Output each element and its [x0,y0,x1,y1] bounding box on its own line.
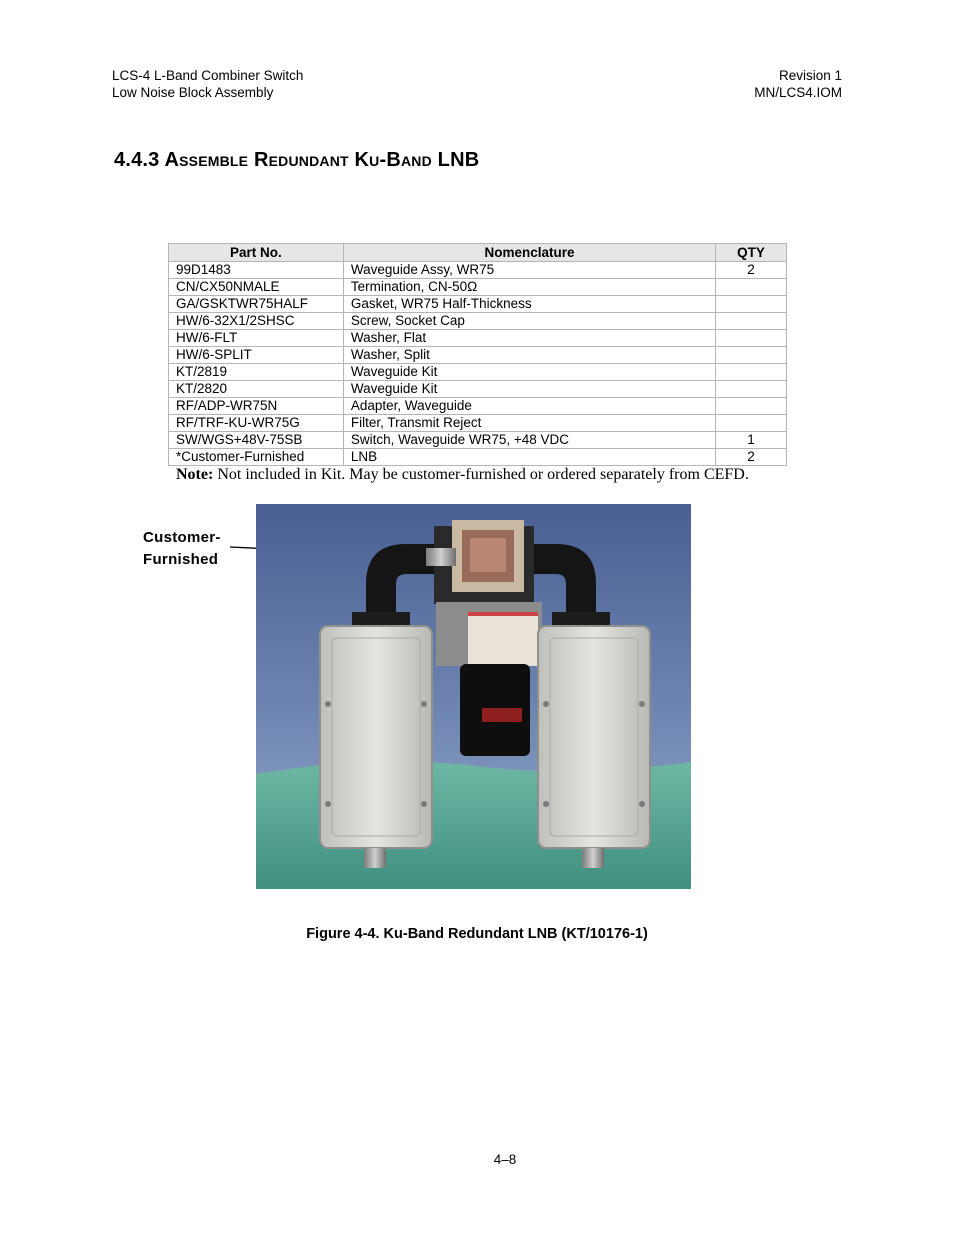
table-note [176,466,749,484]
cell-part-no: HW/6-32X1/2SHSC [169,313,344,330]
table-row [169,449,787,466]
header-left [112,67,303,101]
note-label: Note: [176,466,214,483]
cell-part-no: CN/CX50NMALE [169,279,344,296]
column-header-part-no: Part No. [169,244,344,262]
cell-qty [716,279,787,296]
table-row [169,381,787,398]
cell-part-no: RF/ADP-WR75N [169,398,344,415]
table-row [169,330,787,347]
column-header-nomenclature: Nomenclature [343,244,715,262]
cell-nomenclature: Washer, Flat [343,330,715,347]
table-row [169,262,787,279]
cell-part-no: SW/WGS+48V-75SB [169,432,344,449]
cell-nomenclature: Filter, Transmit Reject [343,415,715,432]
cell-nomenclature: Washer, Split [343,347,715,364]
table-row [169,364,787,381]
cell-nomenclature: Screw, Socket Cap [343,313,715,330]
cell-qty [716,296,787,313]
cell-part-no: GA/GSKTWR75HALF [169,296,344,313]
cell-part-no: HW/6-FLT [169,330,344,347]
note-text: Not included in Kit. May be customer-furnished or ordered separately from CEFD. [213,466,749,483]
cell-part-no: RF/TRF-KU-WR75G [169,415,344,432]
header-right [754,67,842,101]
cell-nomenclature: Waveguide Kit [343,381,715,398]
cell-nomenclature: LNB [343,449,715,466]
table-row [169,313,787,330]
cell-nomenclature: Waveguide Assy, WR75 [343,262,715,279]
table-row [169,279,787,296]
callout-line-2: Furnished [143,551,219,568]
cell-qty [716,313,787,330]
cell-nomenclature: Switch, Waveguide WR75, +48 VDC [343,432,715,449]
table-row [169,432,787,449]
table-row [169,347,787,364]
cell-part-no: KT/2820 [169,381,344,398]
table-row [169,398,787,415]
table-header-row [169,244,787,262]
column-header-qty: QTY [716,244,787,262]
cell-qty [716,415,787,432]
cell-qty [716,364,787,381]
header-doc-number: MN/LCS4.IOM [754,85,842,100]
callout-label [143,527,221,571]
cell-nomenclature: Termination, CN-50Ω [343,279,715,296]
product-photo [256,504,691,889]
cell-qty: 2 [716,449,787,466]
cell-part-no: 99D1483 [169,262,344,279]
section-title: 4.4.3 Assemble Redundant Ku-Band LNB [114,149,480,171]
cell-part-no: KT/2819 [169,364,344,381]
cell-nomenclature: Adapter, Waveguide [343,398,715,415]
cell-part-no: *Customer-Furnished [169,449,344,466]
page-number: 4–8 [493,1152,517,1167]
parts-table [168,243,787,466]
lnb-assembly-illustration [256,504,691,889]
header-product-title: LCS-4 L-Band Combiner Switch [112,68,304,83]
cell-qty: 1 [716,432,787,449]
cell-qty [716,381,787,398]
cell-qty [716,398,787,415]
table-row [169,415,787,432]
cell-qty [716,330,787,347]
cell-nomenclature: Waveguide Kit [343,364,715,381]
cell-qty: 2 [716,262,787,279]
cell-part-no: HW/6-SPLIT [169,347,344,364]
figure-caption: Figure 4-4. Ku-Band Redundant LNB (KT/10176-1) [306,926,648,942]
cell-nomenclature: Gasket, WR75 Half-Thickness [343,296,715,313]
header-section-title: Low Noise Block Assembly [112,85,274,100]
cell-qty [716,347,787,364]
callout-line-1: Customer- [143,529,221,546]
table-row [169,296,787,313]
header-revision: Revision 1 [778,68,842,83]
